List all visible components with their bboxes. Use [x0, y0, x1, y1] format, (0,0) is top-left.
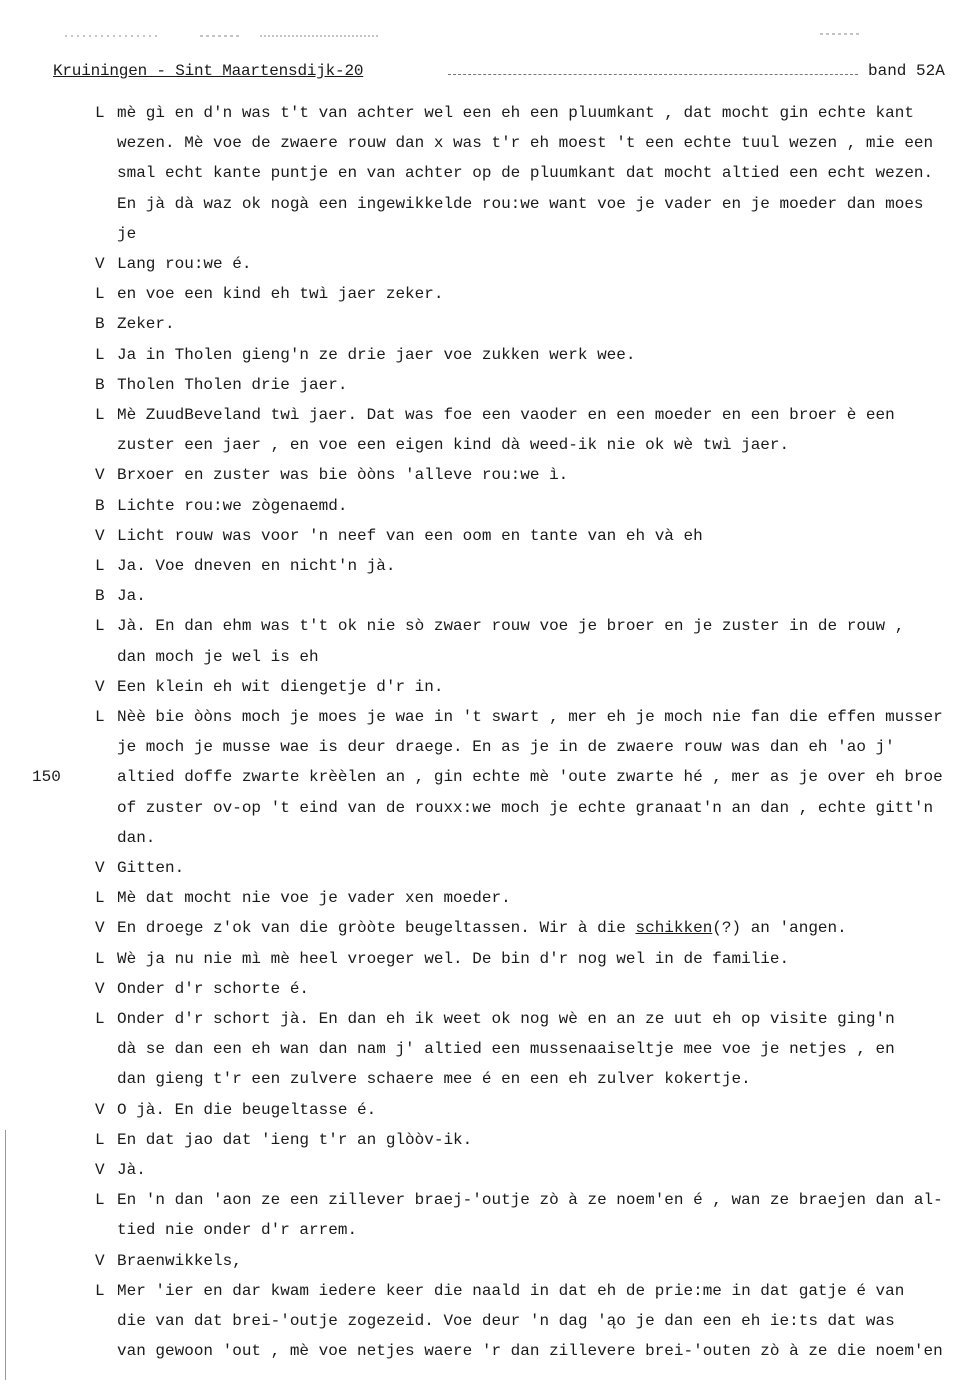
- line-text: Licht rouw was voor 'n neef van een oom en tante van eh và eh: [117, 526, 703, 545]
- line-text: dan gieng t'r een zulvere schaere mee é en een eh zulver kokertje.: [117, 1070, 751, 1089]
- line-number: 150: [32, 768, 61, 787]
- line-text: O jà. En die beugeltasse é.: [117, 1100, 377, 1119]
- line-text: Lang rou:we é.: [117, 255, 252, 273]
- line-text: Onder d'r schort jà. En dan eh ik weet ok nog wè en an ze uut eh op visite ging'n: [117, 1010, 895, 1028]
- speaker-label: L: [95, 345, 105, 364]
- speaker-label: B: [95, 315, 105, 334]
- line-text: Lichte rou:we zògenaemd.: [117, 496, 348, 515]
- speaker-label: V: [95, 526, 105, 545]
- line-text: Ja.: [117, 587, 146, 606]
- speaker-label: V: [95, 1161, 105, 1179]
- line-text: Mè dat mocht nie voe je vader xen moeder.: [117, 889, 511, 908]
- speaker-label: V: [95, 1100, 105, 1119]
- line-text: Brxoer en zuster was bie òòns 'alleve rou:we ì.: [117, 466, 569, 485]
- line-text: Tholen Tholen drie jaer.: [117, 375, 348, 394]
- speaker-label: B: [95, 587, 105, 606]
- line-text: smal echt kante puntje en van achter op de pluumkant dat mocht altied een echt wezen.: [117, 164, 934, 183]
- speaker-label: L: [95, 1191, 105, 1210]
- line-text: je moch je musse wae is deur draege. En as je in de zwaere rouw was dan eh 'ao j': [117, 738, 895, 757]
- speaker-label: V: [95, 979, 105, 998]
- line-text: Jà. En dan ehm was t't ok nie sò zwaer rouw voe je broer en je zuster in de rouw ,: [117, 617, 905, 636]
- margin-mark: [5, 1130, 6, 1380]
- line-text: Ja in Tholen gieng'n ze drie jaer voe zukken werk wee.: [117, 345, 636, 364]
- line-text: Nèè bie òòns moch je moes je wae in 't swart , mer eh je moch nie fan die effen musser: [117, 708, 943, 726]
- header-location: Kruiningen - Sint Maartensdijk-20: [53, 62, 364, 80]
- speaker-label: V: [95, 1251, 105, 1270]
- line-text: dà se dan een eh wan dan nam j' altied een mussenaaiseltje mee voe je netjes , en: [117, 1040, 895, 1059]
- line-text: dan moch je wel is eh: [117, 647, 319, 666]
- speaker-label: L: [95, 285, 105, 304]
- speaker-label: V: [95, 466, 105, 485]
- line-text: en voe een kind eh twì jaer zeker.: [117, 285, 444, 304]
- speaker-label: V: [95, 677, 105, 696]
- line-text: Ja. Voe dneven en nicht'n jà.: [117, 557, 396, 575]
- speaker-label: L: [95, 1130, 105, 1149]
- speaker-label: V: [95, 255, 105, 273]
- speaker-label: L: [95, 104, 105, 122]
- line-text: Gitten.: [117, 859, 185, 877]
- line-text: tied nie onder d'r arrem.: [117, 1221, 358, 1240]
- line-text: Mè ZuudBeveland twì jaer. Dat was foe een vaoder en een moeder en een broer è een: [117, 406, 895, 424]
- speaker-label: L: [95, 949, 105, 968]
- line-text: Wè ja nu nie mì mè heel vroeger wel. De bin d'r nog wel in de familie.: [117, 949, 790, 968]
- line-text: mè gì en d'n was t't van achter wel een eh een pluumkant , dat mocht gin echte kant: [117, 104, 914, 122]
- speaker-label: L: [95, 708, 105, 726]
- line-text: van gewoon 'out , mè voe netjes waere 'r dan zillevere brei-'outen zò à ze die noem'en: [117, 1342, 943, 1361]
- speaker-label: V: [95, 919, 105, 938]
- speaker-label: L: [95, 557, 105, 575]
- line-text: wezen. Mè voe de zwaere rouw dan x was t'r eh moest 't een echte tuul wezen , mie een: [117, 134, 934, 153]
- header-band: band 52A: [868, 62, 945, 80]
- speaker-label: L: [95, 406, 105, 424]
- line-text: Braenwikkels,: [117, 1251, 242, 1270]
- line-text: Zeker.: [117, 315, 175, 334]
- line-text: Een klein eh wit diengetje d'r in.: [117, 677, 444, 696]
- line-text: En droege z'ok van die gròòte beugeltassen. Wir à die schikken(?) an 'angen.: [117, 919, 847, 938]
- line-text: Onder d'r schorte é.: [117, 979, 310, 998]
- speaker-label: L: [95, 617, 105, 636]
- line-text: of zuster ov-op 't eind van de rouxx:we moch je echte granaat'n an dan , echte gitt'n: [117, 798, 934, 817]
- speaker-label: L: [95, 889, 105, 908]
- line-text: En dat jao dat 'ieng t'r an glòòv-ik.: [117, 1130, 473, 1149]
- underlined-word: schikken: [635, 919, 713, 938]
- line-text: je: [117, 224, 137, 243]
- line-text: En 'n dan 'aon ze een zillever braej-'outje zò à ze noem'en é , wan ze braejen dan al-: [117, 1191, 943, 1210]
- line-text: dan.: [117, 828, 156, 847]
- speaker-label: L: [95, 1281, 105, 1300]
- line-text: die van dat brei-'outje zogezeid. Voe deur 'n dag 'ąo je dan een eh ie:ts dat was: [117, 1312, 895, 1330]
- line-text: En jà dà waz ok nogà een ingewikkelde rou:we want voe je vader en je moeder dan moes: [117, 194, 924, 213]
- speaker-label: L: [95, 1010, 105, 1028]
- line-text: altied doffe zwarte krèèlen an , gin echte mè 'oute zwarte hé , mer as je over eh broe: [117, 768, 943, 787]
- speaker-label: B: [95, 375, 105, 394]
- line-text: zuster een jaer , en voe een eigen kind dà weed-ik nie ok wè twì jaer.: [117, 436, 790, 455]
- line-text: Mer 'ier en dar kwam iedere keer die naald in dat eh de prie:me in dat gatje é van: [117, 1281, 905, 1300]
- speaker-label: V: [95, 859, 105, 877]
- speaker-label: B: [95, 496, 105, 515]
- line-text: Jà.: [117, 1161, 146, 1179]
